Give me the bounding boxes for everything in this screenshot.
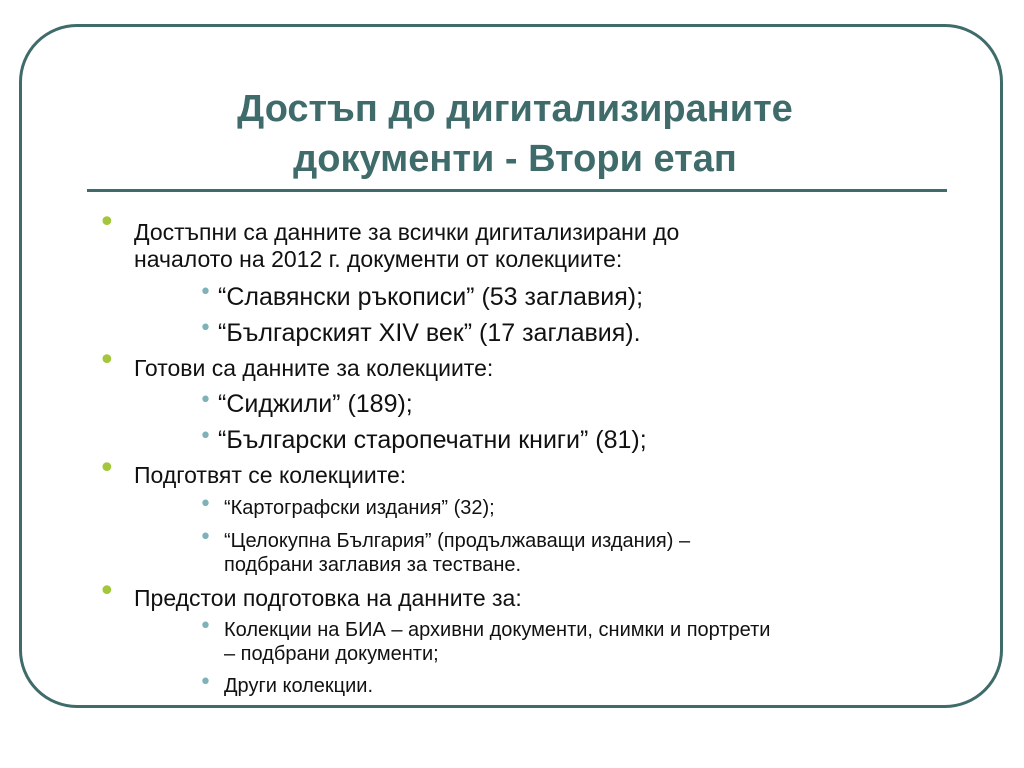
list-item-text: – подбрани документи; bbox=[224, 643, 439, 665]
list-item-level1: Предстои подготовка на данните за: bbox=[134, 585, 522, 611]
bullet-level2-icon: • bbox=[199, 525, 212, 550]
list-item-text: Колекции на БИА – архивни документи, снимки и портрети bbox=[224, 619, 771, 641]
list-item-text: “Целокупна България” (продължаващи издания) – bbox=[224, 530, 691, 552]
list-item-text: Достъпни са данните за всички дигитализирани до bbox=[134, 219, 680, 245]
list-item-text: подбрани заглавия за тестване. bbox=[224, 554, 522, 576]
list-item-level2 bbox=[224, 618, 770, 666]
title-line-1: Достъп до дигитализираните bbox=[237, 88, 793, 130]
list-item-level1: Подготвят се колекциите: bbox=[134, 462, 407, 488]
bullet-level2-icon: • bbox=[199, 280, 212, 305]
list-item-text: началото на 2012 г. документи от колекциите: bbox=[134, 246, 623, 272]
bullet-level2-icon: • bbox=[199, 424, 212, 449]
list-item-level2: “Сиджили” (189); bbox=[218, 390, 413, 418]
bullet-level1-icon: • bbox=[98, 205, 116, 240]
list-item-level2: “Българският XIV век” (17 заглавия). bbox=[218, 319, 641, 347]
title-divider bbox=[87, 189, 947, 192]
bullet-level2-icon: • bbox=[199, 614, 212, 639]
bullet-level2-icon: • bbox=[199, 670, 212, 695]
title-line-2: документи - Втори етап bbox=[293, 138, 737, 180]
bullet-level1-icon: • bbox=[98, 574, 116, 609]
bullet-level2-icon: • bbox=[199, 492, 212, 517]
slide-title bbox=[130, 84, 900, 184]
list-item-level1 bbox=[134, 219, 679, 273]
bullet-level1-icon: • bbox=[98, 343, 116, 378]
list-item-level2: “Български старопечатни книги” (81); bbox=[218, 426, 647, 454]
bullet-level2-icon: • bbox=[199, 388, 212, 413]
list-item-level1: Готови са данните за колекциите: bbox=[134, 355, 494, 381]
bullet-level1-icon: • bbox=[98, 451, 116, 486]
list-item-level2: “Славянски ръкописи” (53 заглавия); bbox=[218, 283, 644, 311]
bullet-level2-icon: • bbox=[199, 316, 212, 341]
list-item-level2 bbox=[224, 529, 690, 577]
list-item-level2: “Картографски издания” (32); bbox=[224, 497, 495, 519]
list-item-level2: Други колекции. bbox=[224, 675, 374, 697]
